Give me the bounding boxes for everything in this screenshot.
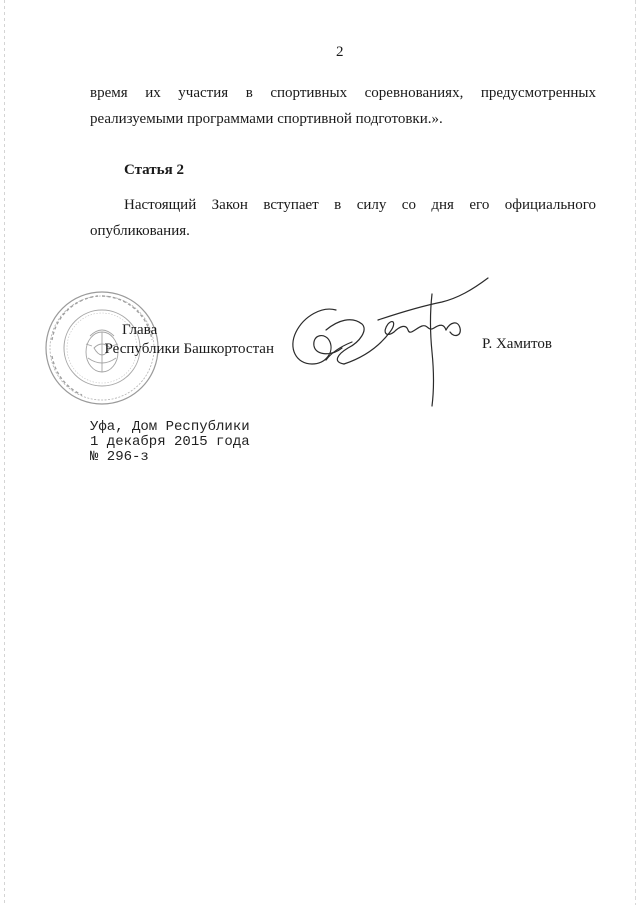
footer-date: 1 декабря 2015 года — [90, 434, 250, 450]
article-paragraph — [90, 192, 596, 244]
paragraph-line: реализуемыми программами спортивной подготовки.». — [90, 111, 443, 127]
document-footer — [90, 420, 250, 465]
article-heading: Статья 2 — [124, 162, 184, 178]
paragraph-line: Настоящий Закон вступает в силу со дня его официального — [124, 197, 596, 213]
scan-edge-left — [4, 0, 5, 905]
footer-number: № 296-з — [90, 449, 149, 465]
signatory-title-line: Глава — [122, 322, 158, 338]
footer-place: Уфа, Дом Республики — [90, 419, 250, 435]
signatory-name: Р. Хамитов — [482, 336, 552, 352]
signatory-title — [90, 321, 274, 359]
paragraph-line: время их участия в спортивных соревнованиях, предусмотренных — [90, 85, 596, 101]
page-number: 2 — [336, 44, 344, 60]
handwritten-signature-icon — [282, 272, 492, 412]
signatory-title-line: Республики Башкортостан — [104, 341, 274, 357]
scan-edge-right — [635, 0, 636, 905]
paragraph-line: опубликования. — [90, 223, 190, 239]
paragraph-continuation — [90, 80, 596, 132]
